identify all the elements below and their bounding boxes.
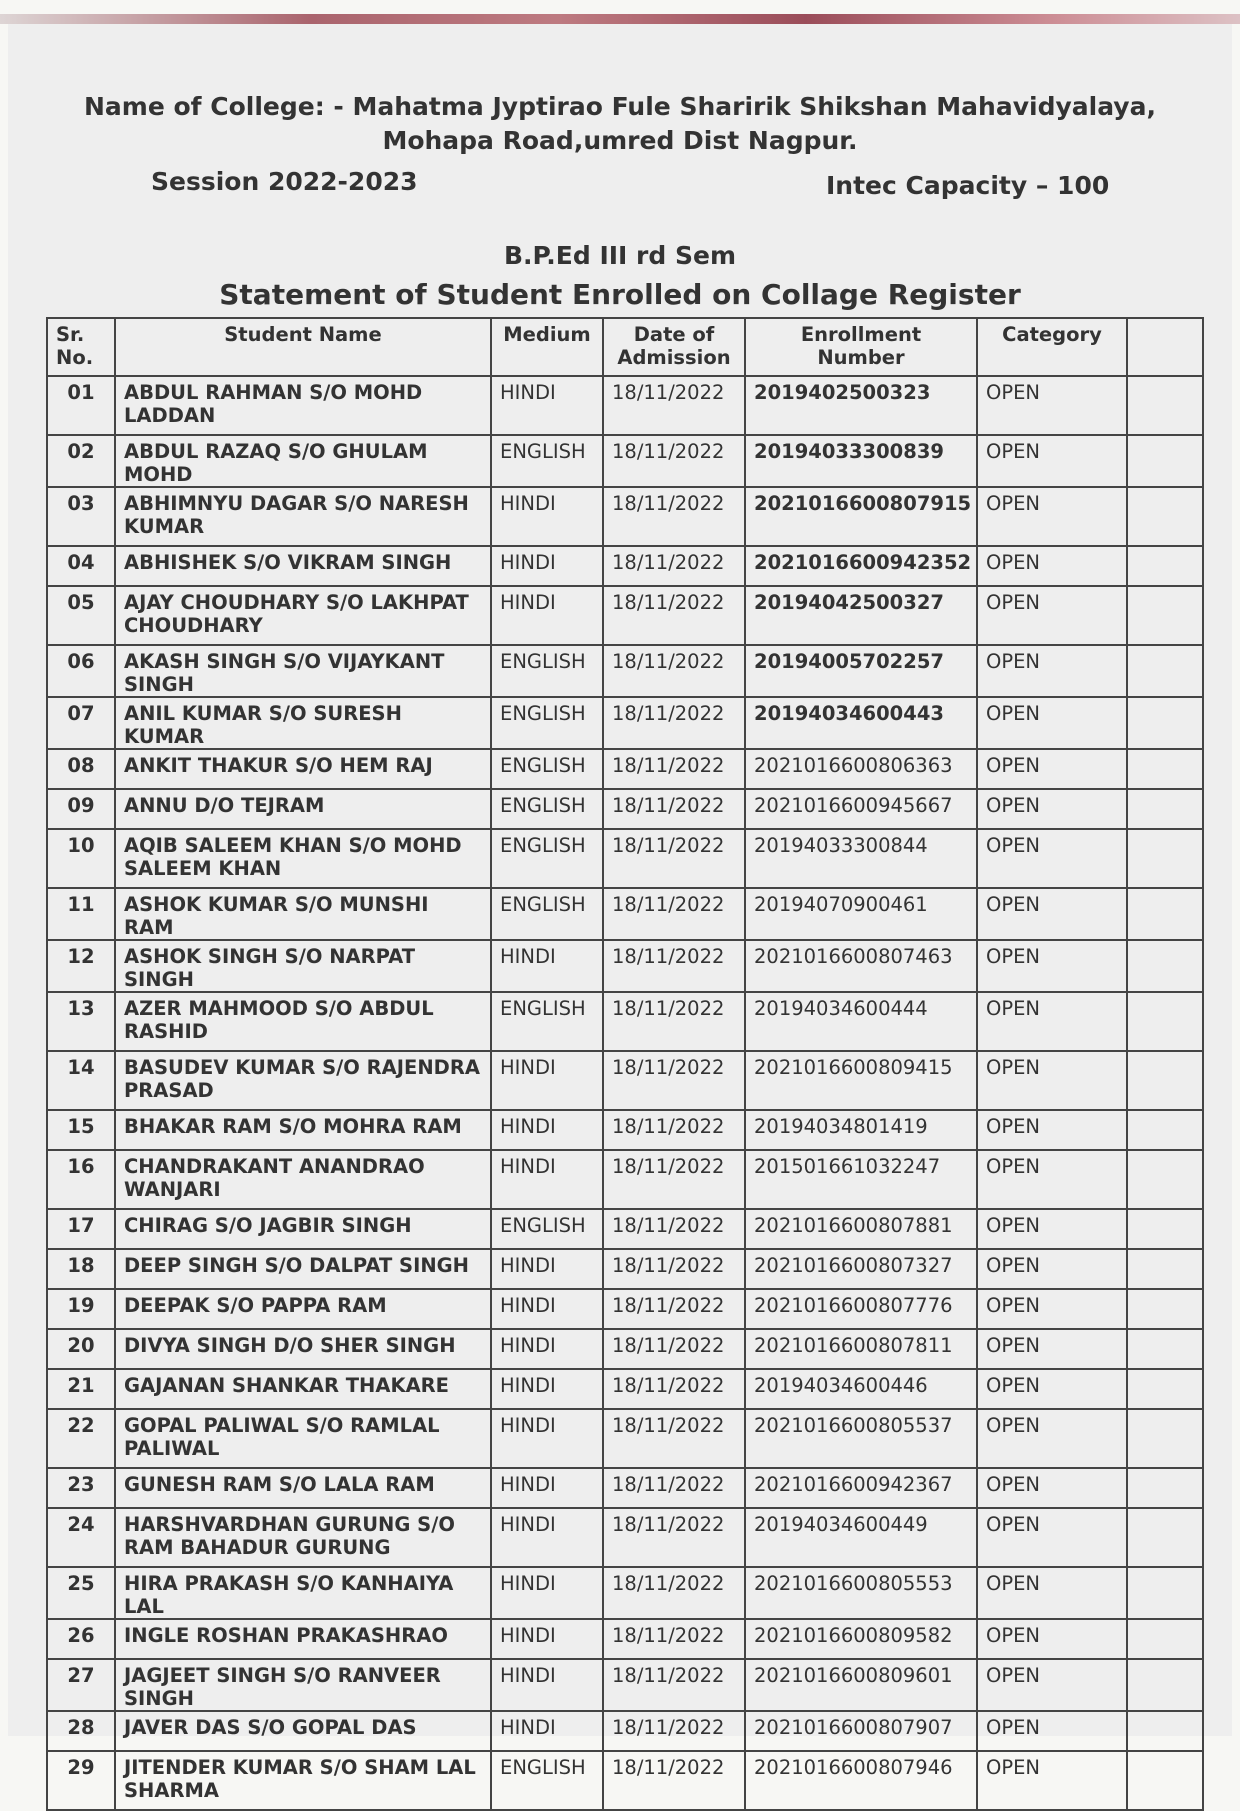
cell-sr-no: 21 — [47, 1369, 115, 1409]
cell-enrollment-number: 2021016600807327 — [745, 1249, 977, 1289]
statement-title: Statement of Student Enrolled on Collage Register — [219, 278, 1021, 311]
cell-admission-date: 18/11/2022 — [603, 645, 745, 697]
cell-student-name: JAVER DAS S/O GOPAL DAS — [115, 1711, 491, 1751]
table-row — [47, 888, 1203, 940]
table-row — [47, 1711, 1203, 1751]
table-header-row — [47, 318, 1203, 376]
cell-blank — [1127, 1051, 1203, 1110]
cell-student-name: JAGJEET SINGH S/O RANVEER SINGH — [115, 1659, 491, 1711]
cell-student-name: AKASH SINGH S/O VIJAYKANT SINGH — [115, 645, 491, 697]
cell-blank — [1127, 1369, 1203, 1409]
cell-medium: HINDI — [491, 1659, 603, 1711]
col-header-medium: Medium — [491, 318, 603, 376]
cell-admission-date: 18/11/2022 — [603, 1751, 745, 1810]
cell-sr-no: 04 — [47, 546, 115, 586]
cell-enrollment-number: 20194034600449 — [745, 1508, 977, 1567]
cell-enrollment-number: 2019402500323 — [745, 376, 977, 435]
cell-sr-no: 09 — [47, 789, 115, 829]
cell-admission-date: 18/11/2022 — [603, 546, 745, 586]
table-row — [47, 829, 1203, 888]
cell-blank — [1127, 487, 1203, 546]
cell-medium: ENGLISH — [491, 435, 603, 487]
cell-blank — [1127, 376, 1203, 435]
cell-enrollment-number: 20194034600444 — [745, 992, 977, 1051]
table-row — [47, 1659, 1203, 1711]
cell-sr-no: 22 — [47, 1409, 115, 1468]
cell-blank — [1127, 586, 1203, 645]
cell-enrollment-number: 2021016600809415 — [745, 1051, 977, 1110]
cell-blank — [1127, 749, 1203, 789]
cell-category: OPEN — [977, 586, 1127, 645]
cell-student-name: GAJANAN SHANKAR THAKARE — [115, 1369, 491, 1409]
session-label: Session 2022-2023 — [151, 167, 418, 196]
table-row — [47, 697, 1203, 749]
cell-student-name: INGLE ROSHAN PRAKASHRAO — [115, 1619, 491, 1659]
cell-blank — [1127, 1659, 1203, 1711]
cell-blank — [1127, 1567, 1203, 1619]
cell-medium: ENGLISH — [491, 1209, 603, 1249]
cell-blank — [1127, 1409, 1203, 1468]
cell-student-name: JITENDER KUMAR S/O SHAM LAL SHARMA — [115, 1751, 491, 1810]
cell-admission-date: 18/11/2022 — [603, 435, 745, 487]
table-row — [47, 1468, 1203, 1508]
cell-category: OPEN — [977, 749, 1127, 789]
cell-sr-no: 08 — [47, 749, 115, 789]
cell-category: OPEN — [977, 992, 1127, 1051]
cell-medium: ENGLISH — [491, 992, 603, 1051]
cell-enrollment-number: 201501661032247 — [745, 1150, 977, 1209]
cell-enrollment-number: 2021016600807907 — [745, 1711, 977, 1751]
col-header-enrollment: Enrollment Number — [745, 318, 977, 376]
enrollment-table — [46, 317, 1204, 1811]
table-row — [47, 376, 1203, 435]
cell-medium: ENGLISH — [491, 697, 603, 749]
cell-sr-no: 01 — [47, 376, 115, 435]
col-header-date: Date of Admission — [603, 318, 745, 376]
cell-category: OPEN — [977, 1619, 1127, 1659]
cell-category: OPEN — [977, 1567, 1127, 1619]
cell-enrollment-number: 2021016600805537 — [745, 1409, 977, 1468]
cell-medium: HINDI — [491, 487, 603, 546]
cell-admission-date: 18/11/2022 — [603, 586, 745, 645]
table-row — [47, 1369, 1203, 1409]
cell-enrollment-number: 20194005702257 — [745, 645, 977, 697]
cell-blank — [1127, 435, 1203, 487]
cell-enrollment-number: 2021016600942367 — [745, 1468, 977, 1508]
cell-admission-date: 18/11/2022 — [603, 1508, 745, 1567]
cell-blank — [1127, 1468, 1203, 1508]
cell-admission-date: 18/11/2022 — [603, 487, 745, 546]
cell-enrollment-number: 2021016600807881 — [745, 1209, 977, 1249]
cell-medium: HINDI — [491, 1110, 603, 1150]
cell-sr-no: 05 — [47, 586, 115, 645]
cell-enrollment-number: 2021016600807776 — [745, 1289, 977, 1329]
cell-blank — [1127, 1209, 1203, 1249]
cell-admission-date: 18/11/2022 — [603, 940, 745, 992]
cell-category: OPEN — [977, 697, 1127, 749]
cell-medium: HINDI — [491, 1249, 603, 1289]
cell-admission-date: 18/11/2022 — [603, 1329, 745, 1369]
cell-enrollment-number: 2021016600945667 — [745, 789, 977, 829]
cell-category: OPEN — [977, 1468, 1127, 1508]
cell-medium: HINDI — [491, 376, 603, 435]
cell-sr-no: 10 — [47, 829, 115, 888]
cell-medium: ENGLISH — [491, 1751, 603, 1810]
cell-student-name: ABHISHEK S/O VIKRAM SINGH — [115, 546, 491, 586]
cell-category: OPEN — [977, 1249, 1127, 1289]
cell-admission-date: 18/11/2022 — [603, 1659, 745, 1711]
photo-top-edge — [0, 14, 1240, 24]
table-row — [47, 1567, 1203, 1619]
cell-medium: HINDI — [491, 1468, 603, 1508]
table-row — [47, 435, 1203, 487]
cell-medium: ENGLISH — [491, 888, 603, 940]
table-row — [47, 586, 1203, 645]
cell-blank — [1127, 1329, 1203, 1369]
cell-enrollment-number: 20194033300844 — [745, 829, 977, 888]
cell-medium: ENGLISH — [491, 749, 603, 789]
cell-medium: HINDI — [491, 1051, 603, 1110]
cell-category: OPEN — [977, 1659, 1127, 1711]
cell-medium: HINDI — [491, 940, 603, 992]
cell-medium: HINDI — [491, 1508, 603, 1567]
cell-sr-no: 25 — [47, 1567, 115, 1619]
cell-category: OPEN — [977, 1369, 1127, 1409]
cell-admission-date: 18/11/2022 — [603, 1289, 745, 1329]
cell-admission-date: 18/11/2022 — [603, 1110, 745, 1150]
cell-category: OPEN — [977, 1329, 1127, 1369]
cell-category: OPEN — [977, 1711, 1127, 1751]
cell-enrollment-number: 20194034600443 — [745, 697, 977, 749]
cell-category: OPEN — [977, 789, 1127, 829]
cell-admission-date: 18/11/2022 — [603, 1409, 745, 1468]
cell-blank — [1127, 1751, 1203, 1810]
cell-blank — [1127, 992, 1203, 1051]
cell-enrollment-number: 20194034600446 — [745, 1369, 977, 1409]
cell-blank — [1127, 940, 1203, 992]
cell-medium: ENGLISH — [491, 829, 603, 888]
cell-enrollment-number: 2021016600806363 — [745, 749, 977, 789]
cell-student-name: ASHOK KUMAR S/O MUNSHI RAM — [115, 888, 491, 940]
cell-category: OPEN — [977, 888, 1127, 940]
cell-sr-no: 29 — [47, 1751, 115, 1810]
cell-student-name: GUNESH RAM S/O LALA RAM — [115, 1468, 491, 1508]
cell-category: OPEN — [977, 1751, 1127, 1810]
college-address: Mohapa Road,umred Dist Nagpur. — [382, 126, 858, 155]
table-row — [47, 645, 1203, 697]
col-header-name: Student Name — [115, 318, 491, 376]
cell-admission-date: 18/11/2022 — [603, 789, 745, 829]
cell-blank — [1127, 789, 1203, 829]
cell-medium: HINDI — [491, 1711, 603, 1751]
cell-admission-date: 18/11/2022 — [603, 1567, 745, 1619]
cell-student-name: AZER MAHMOOD S/O ABDUL RASHID — [115, 992, 491, 1051]
cell-student-name: AQIB SALEEM KHAN S/O MOHD SALEEM KHAN — [115, 829, 491, 888]
cell-enrollment-number: 2021016600807463 — [745, 940, 977, 992]
table-row — [47, 1110, 1203, 1150]
cell-category: OPEN — [977, 1051, 1127, 1110]
cell-student-name: AJAY CHOUDHARY S/O LAKHPAT CHOUDHARY — [115, 586, 491, 645]
cell-admission-date: 18/11/2022 — [603, 376, 745, 435]
cell-category: OPEN — [977, 1209, 1127, 1249]
cell-category: OPEN — [977, 487, 1127, 546]
cell-admission-date: 18/11/2022 — [603, 1150, 745, 1209]
cell-admission-date: 18/11/2022 — [603, 992, 745, 1051]
cell-student-name: ABHIMNYU DAGAR S/O NARESH KUMAR — [115, 487, 491, 546]
cell-enrollment-number: 2021016600809601 — [745, 1659, 977, 1711]
table-row — [47, 1508, 1203, 1567]
table-row — [47, 1289, 1203, 1329]
cell-student-name: HIRA PRAKASH S/O KANHAIYA LAL — [115, 1567, 491, 1619]
cell-admission-date: 18/11/2022 — [603, 1369, 745, 1409]
cell-sr-no: 02 — [47, 435, 115, 487]
cell-student-name: GOPAL PALIWAL S/O RAMLAL PALIWAL — [115, 1409, 491, 1468]
cell-category: OPEN — [977, 376, 1127, 435]
cell-category: OPEN — [977, 1409, 1127, 1468]
intake-capacity: Intec Capacity – 100 — [826, 171, 1110, 200]
cell-sr-no: 23 — [47, 1468, 115, 1508]
cell-student-name: DIVYA SINGH D/O SHER SINGH — [115, 1329, 491, 1369]
cell-sr-no: 03 — [47, 487, 115, 546]
col-header-blank — [1127, 318, 1203, 376]
cell-admission-date: 18/11/2022 — [603, 1051, 745, 1110]
table-row — [47, 789, 1203, 829]
cell-student-name: CHANDRAKANT ANANDRAO WANJARI — [115, 1150, 491, 1209]
cell-medium: HINDI — [491, 1619, 603, 1659]
cell-blank — [1127, 645, 1203, 697]
cell-sr-no: 27 — [47, 1659, 115, 1711]
cell-enrollment-number: 20194070900461 — [745, 888, 977, 940]
cell-sr-no: 06 — [47, 645, 115, 697]
cell-category: OPEN — [977, 645, 1127, 697]
cell-enrollment-number: 2021016600942352 — [745, 546, 977, 586]
cell-blank — [1127, 1110, 1203, 1150]
cell-student-name: DEEP SINGH S/O DALPAT SINGH — [115, 1249, 491, 1289]
cell-admission-date: 18/11/2022 — [603, 749, 745, 789]
table-row — [47, 1409, 1203, 1468]
cell-admission-date: 18/11/2022 — [603, 1619, 745, 1659]
table-row — [47, 940, 1203, 992]
table-row — [47, 1051, 1203, 1110]
cell-category: OPEN — [977, 1150, 1127, 1209]
cell-blank — [1127, 1711, 1203, 1751]
cell-sr-no: 26 — [47, 1619, 115, 1659]
cell-category: OPEN — [977, 1110, 1127, 1150]
table-row — [47, 1329, 1203, 1369]
cell-sr-no: 24 — [47, 1508, 115, 1567]
cell-student-name: ABDUL RAHMAN S/O MOHD LADDAN — [115, 376, 491, 435]
cell-admission-date: 18/11/2022 — [603, 1711, 745, 1751]
cell-sr-no: 17 — [47, 1209, 115, 1249]
document-page — [8, 24, 1232, 1802]
cell-blank — [1127, 1289, 1203, 1329]
cell-medium: ENGLISH — [491, 789, 603, 829]
cell-student-name: ANNU D/O TEJRAM — [115, 789, 491, 829]
cell-sr-no: 19 — [47, 1289, 115, 1329]
cell-sr-no: 15 — [47, 1110, 115, 1150]
cell-admission-date: 18/11/2022 — [603, 697, 745, 749]
col-header-sr: Sr. No. — [47, 318, 115, 376]
cell-enrollment-number: 2021016600805553 — [745, 1567, 977, 1619]
cell-category: OPEN — [977, 1289, 1127, 1329]
cell-enrollment-number: 20194033300839 — [745, 435, 977, 487]
cell-medium: HINDI — [491, 546, 603, 586]
table-row — [47, 992, 1203, 1051]
cell-category: OPEN — [977, 435, 1127, 487]
cell-blank — [1127, 1508, 1203, 1567]
cell-blank — [1127, 546, 1203, 586]
cell-sr-no: 07 — [47, 697, 115, 749]
cell-category: OPEN — [977, 1508, 1127, 1567]
cell-student-name: ABDUL RAZAQ S/O GHULAM MOHD — [115, 435, 491, 487]
col-header-category: Category — [977, 318, 1127, 376]
cell-category: OPEN — [977, 829, 1127, 888]
cell-sr-no: 11 — [47, 888, 115, 940]
table-row — [47, 1209, 1203, 1249]
cell-sr-no: 12 — [47, 940, 115, 992]
cell-student-name: BHAKAR RAM S/O MOHRA RAM — [115, 1110, 491, 1150]
cell-student-name: DEEPAK S/O PAPPA RAM — [115, 1289, 491, 1329]
cell-medium: HINDI — [491, 1289, 603, 1329]
cell-sr-no: 20 — [47, 1329, 115, 1369]
cell-medium: HINDI — [491, 1369, 603, 1409]
course-title: B.P.Ed III rd Sem — [503, 241, 736, 270]
cell-medium: HINDI — [491, 1409, 603, 1468]
cell-student-name: CHIRAG S/O JAGBIR SINGH — [115, 1209, 491, 1249]
cell-sr-no: 14 — [47, 1051, 115, 1110]
cell-admission-date: 18/11/2022 — [603, 1209, 745, 1249]
cell-admission-date: 18/11/2022 — [603, 888, 745, 940]
cell-student-name: ASHOK SINGH S/O NARPAT SINGH — [115, 940, 491, 992]
table-row — [47, 487, 1203, 546]
cell-category: OPEN — [977, 940, 1127, 992]
cell-sr-no: 28 — [47, 1711, 115, 1751]
cell-enrollment-number: 2021016600807811 — [745, 1329, 977, 1369]
cell-medium: ENGLISH — [491, 645, 603, 697]
cell-enrollment-number: 2021016600807946 — [745, 1751, 977, 1810]
table-row — [47, 1150, 1203, 1209]
cell-sr-no: 16 — [47, 1150, 115, 1209]
cell-admission-date: 18/11/2022 — [603, 1249, 745, 1289]
cell-blank — [1127, 1619, 1203, 1659]
cell-enrollment-number: 20194042500327 — [745, 586, 977, 645]
cell-blank — [1127, 888, 1203, 940]
cell-blank — [1127, 697, 1203, 749]
table-row — [47, 1751, 1203, 1810]
cell-student-name: BASUDEV KUMAR S/O RAJENDRA PRASAD — [115, 1051, 491, 1110]
cell-blank — [1127, 829, 1203, 888]
table-row — [47, 1249, 1203, 1289]
cell-medium: HINDI — [491, 586, 603, 645]
cell-admission-date: 18/11/2022 — [603, 829, 745, 888]
cell-enrollment-number: 2021016600807915 — [745, 487, 977, 546]
cell-blank — [1127, 1249, 1203, 1289]
cell-medium: HINDI — [491, 1329, 603, 1369]
table-row — [47, 749, 1203, 789]
cell-student-name: HARSHVARDHAN GURUNG S/O RAM BAHADUR GURUNG — [115, 1508, 491, 1567]
cell-enrollment-number: 20194034801419 — [745, 1110, 977, 1150]
cell-enrollment-number: 2021016600809582 — [745, 1619, 977, 1659]
cell-blank — [1127, 1150, 1203, 1209]
cell-medium: HINDI — [491, 1567, 603, 1619]
cell-student-name: ANIL KUMAR S/O SURESH KUMAR — [115, 697, 491, 749]
cell-sr-no: 18 — [47, 1249, 115, 1289]
table-row — [47, 1619, 1203, 1659]
table-row — [47, 546, 1203, 586]
cell-admission-date: 18/11/2022 — [603, 1468, 745, 1508]
cell-student-name: ANKIT THAKUR S/O HEM RAJ — [115, 749, 491, 789]
cell-medium: HINDI — [491, 1150, 603, 1209]
cell-category: OPEN — [977, 546, 1127, 586]
college-name: Name of College: - Mahatma Jyptirao Fule Sharirik Shikshan Mahavidyalaya, — [84, 92, 1156, 121]
cell-sr-no: 13 — [47, 992, 115, 1051]
